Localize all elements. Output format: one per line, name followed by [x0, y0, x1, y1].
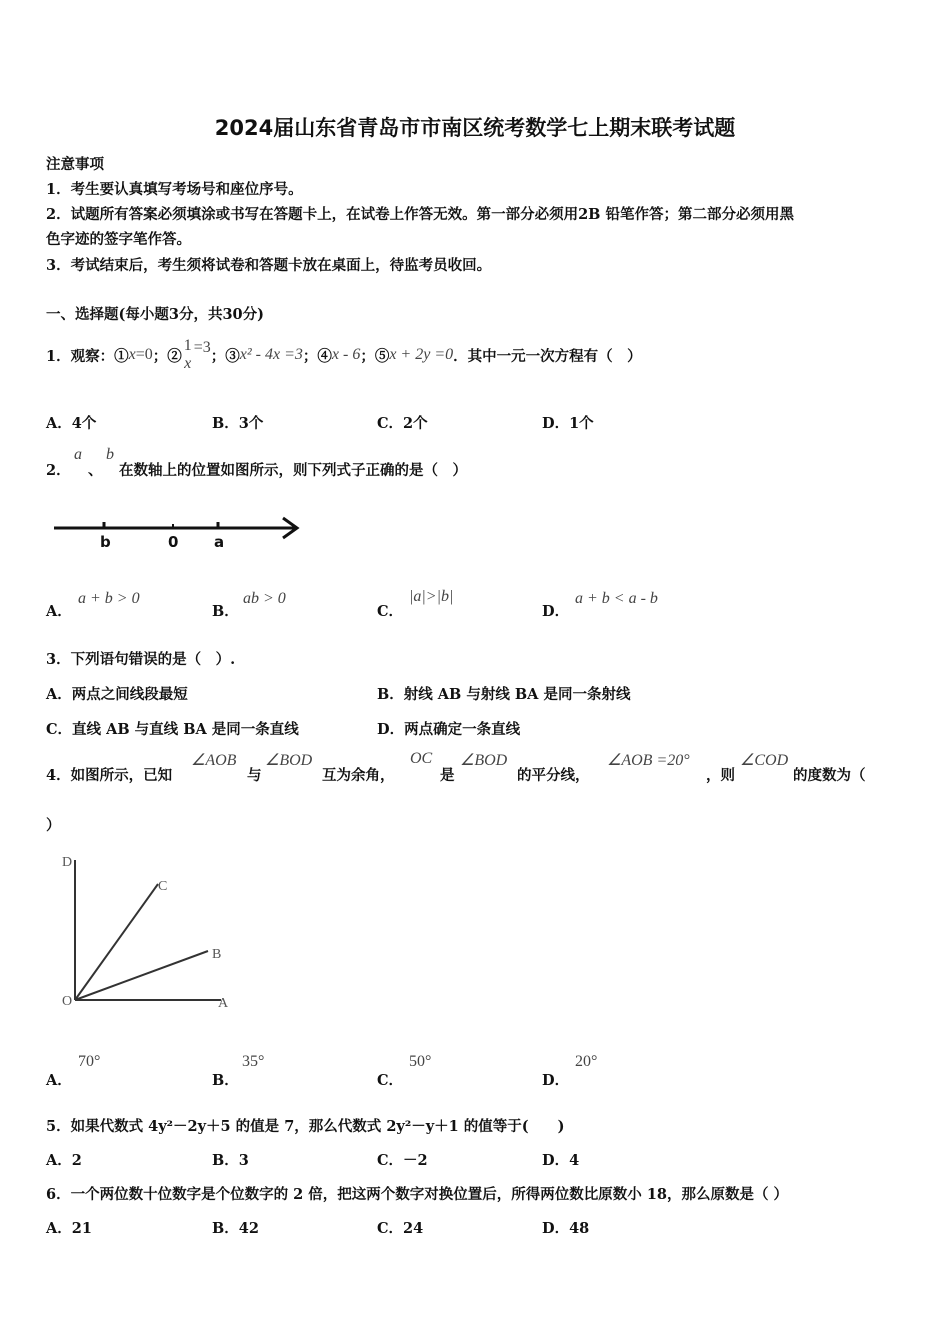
option-a[interactable]: A．两点之间线段最短: [46, 686, 188, 703]
notice-item: 色字迹的签字笔作答。: [46, 231, 191, 248]
option-d-expr[interactable]: a + b < a - b: [575, 590, 658, 607]
q3-stem: 3．下列语句错误的是（ ）.: [46, 651, 236, 668]
option-a-letter[interactable]: A．: [46, 603, 72, 620]
q1-sep: ；⑤: [360, 347, 390, 365]
option-a-letter[interactable]: A．: [46, 1072, 72, 1089]
point-label-b: B: [212, 947, 222, 962]
number-line-figure: [50, 512, 310, 560]
option-b[interactable]: B．42: [212, 1220, 259, 1237]
option-c[interactable]: C．－2: [377, 1152, 428, 1169]
q2-stem: 在数轴上的位置如图所示，则下列式子正确的是（ ）: [119, 462, 467, 479]
q4-stem-part: 互为余角，: [322, 767, 395, 784]
q4-stem-part: 的度数为（: [793, 767, 866, 784]
question-1: [46, 330, 642, 380]
notice-item: 3．考试结束后，考生须将试卷和答题卡放在桌面上，待监考员收回。: [46, 257, 492, 274]
option-b-expr[interactable]: ab > 0: [243, 590, 286, 607]
option-c-letter[interactable]: C．: [377, 1072, 404, 1089]
option-a[interactable]: A．21: [46, 1220, 92, 1237]
page-title: 2024届山东省青岛市市南区统考数学七上期末联考试题: [214, 116, 736, 140]
q2-var-b: b: [106, 446, 114, 463]
q4-stem-part: ，则: [706, 767, 735, 784]
option-b-value[interactable]: 35°: [242, 1053, 265, 1070]
option-a[interactable]: A．4个: [46, 415, 97, 432]
axis-label-a: a: [214, 533, 225, 551]
q4-stem-part: 是: [440, 767, 455, 784]
q2-var-a: a: [74, 446, 82, 463]
ray-ob: [75, 951, 208, 1000]
q2-number: 2．: [46, 462, 71, 479]
option-a-expr[interactable]: a + b > 0: [78, 590, 140, 607]
q4-angle-bod: ∠BOD: [265, 752, 313, 769]
q1-prefix: 1．观察：①: [46, 347, 129, 365]
q4-angle-aob: ∠AOB: [191, 752, 237, 769]
option-d[interactable]: D．两点确定一条直线: [377, 721, 521, 738]
option-b[interactable]: B．3: [212, 1152, 249, 1169]
option-d[interactable]: D．4: [542, 1152, 580, 1169]
point-label-d: D: [62, 855, 73, 870]
q6-stem: 6．一个两位数十位数字是个位数字的 2 倍，把这两个数字对换位置后，所得两位数比原数小 18，那么原数是（ ）: [46, 1186, 789, 1203]
axis-label-b: b: [100, 533, 111, 551]
q4-ray-oc: OC: [410, 750, 433, 767]
option-b[interactable]: B．3个: [212, 415, 264, 432]
point-label-o: O: [62, 994, 73, 1009]
q4-stem-part: 4．如图所示，已知: [46, 767, 173, 784]
q1-fraction: [184, 337, 192, 373]
q4-stem-part: 与: [247, 767, 262, 784]
option-a-value[interactable]: 70°: [78, 1053, 101, 1070]
option-c-letter[interactable]: C．: [377, 603, 404, 620]
notice-heading: 注意事项: [46, 156, 104, 173]
q1-sep: ；③: [210, 347, 240, 365]
q1-eq1-rhs: =0: [135, 346, 153, 363]
option-d-letter[interactable]: D．: [542, 603, 570, 620]
section-heading: 一、选择题(每小题3分，共30分): [46, 306, 264, 323]
option-c-value[interactable]: 50°: [409, 1053, 432, 1070]
frac-numerator: 1: [183, 337, 192, 354]
axis-label-zero: 0: [168, 533, 179, 551]
ray-oc: [75, 884, 158, 1000]
notice-item: 1．考生要认真填写考场号和座位序号。: [46, 181, 303, 198]
option-d[interactable]: D．48: [542, 1220, 590, 1237]
option-d-letter[interactable]: D．: [542, 1072, 570, 1089]
angle-figure: [58, 856, 238, 1016]
q1-eq5: x + 2y =0: [389, 346, 454, 363]
option-b[interactable]: B．射线 AB 与射线 BA 是同一条射线: [377, 686, 631, 703]
point-label-a: A: [218, 996, 229, 1011]
q4-angle-aob-value: ∠AOB =20°: [607, 752, 690, 769]
q1-eq1: x: [128, 346, 136, 363]
option-c[interactable]: C．24: [377, 1220, 424, 1237]
option-c-expr[interactable]: |a|>|b|: [409, 588, 454, 605]
point-label-c: C: [158, 879, 168, 894]
q4-close-paren: ）: [46, 817, 61, 834]
option-d-value[interactable]: 20°: [575, 1053, 598, 1070]
option-c[interactable]: C．2个: [377, 415, 428, 432]
q4-angle-cod: ∠COD: [740, 752, 789, 769]
q1-eq4: x - 6: [331, 346, 361, 363]
notice-item: 2．试题所有答案必须填涂或书写在答题卡上，在试卷上作答无效。第一部分必须用2B 铅笔作答；第二部分必须用黑: [46, 206, 794, 223]
option-b-letter[interactable]: B．: [212, 603, 239, 620]
q1-sep: ；④: [302, 347, 332, 365]
q4-stem-part: 的平分线，: [517, 767, 590, 784]
q1-sep: ；②: [152, 347, 182, 365]
frac-denominator: x: [184, 355, 192, 372]
option-a[interactable]: A．2: [46, 1152, 82, 1169]
option-d[interactable]: D．1个: [542, 415, 594, 432]
q1-frac-rhs: =3: [193, 339, 211, 356]
q4-angle-bod: ∠BOD: [460, 752, 508, 769]
option-c[interactable]: C．直线 AB 与直线 BA 是同一条直线: [46, 721, 299, 738]
q1-eq3: x² - 4x =3: [239, 346, 303, 363]
q2-separator: 、: [88, 462, 103, 479]
q5-stem: 5．如果代数式 4y²－2y＋5 的值是 7，那么代数式 2y²－y＋1 的值等于( ): [46, 1118, 565, 1135]
option-b-letter[interactable]: B．: [212, 1072, 239, 1089]
q1-suffix: ．其中一元一次方程有（ ）: [453, 347, 642, 365]
